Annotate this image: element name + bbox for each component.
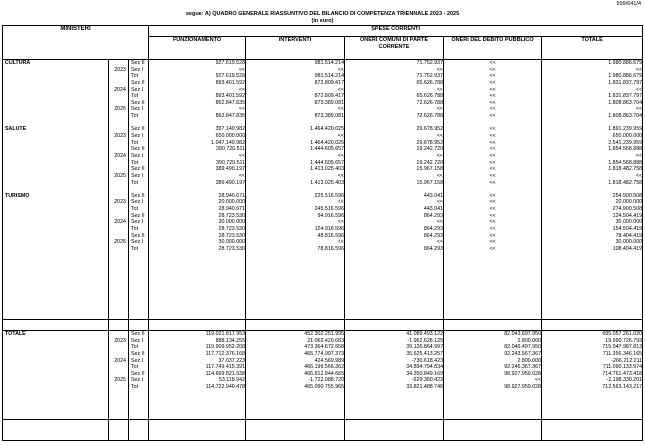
- value-cell: 1.444.605.657: [310, 159, 345, 166]
- totale-header: TOTALE: [542, 37, 643, 60]
- value-cell: 443.041: [423, 206, 444, 213]
- value-cell: <<: [436, 239, 444, 246]
- totale-oneri-comuni-column: [345, 331, 444, 420]
- value-cell: 114.722.940.478: [205, 384, 246, 391]
- value-cell: 21.062.420.683: [307, 337, 345, 344]
- totale-year-column: [109, 331, 129, 420]
- row-label: Tot: [131, 139, 139, 146]
- value-cell: <<: [337, 199, 345, 206]
- value-cell: 2.541.239.959: [608, 139, 643, 146]
- value-cell: 154.504.419: [612, 226, 643, 233]
- value-cell: 124.504.419: [612, 212, 643, 219]
- value-cell: 873.389.081: [314, 113, 345, 120]
- value-cell: 117.749.415.391: [205, 364, 246, 371]
- value-cell: 71.752.937: [416, 73, 444, 80]
- value-cell: 30.000.000: [615, 239, 643, 246]
- value-cell: 65.626.788: [416, 93, 444, 100]
- value-cell: 124.916.596: [314, 226, 345, 233]
- value-cell: <<: [238, 66, 246, 73]
- value-cell: 28.723.530: [218, 232, 246, 239]
- value-cell: 452.302.251.995: [304, 331, 345, 337]
- row-label: Sez II: [131, 60, 145, 66]
- value-cell: 2.800.000: [517, 337, 542, 344]
- value-cell: 1.808.863.704: [608, 113, 643, 120]
- value-cell: <<: [489, 99, 496, 106]
- year-column: [109, 60, 129, 320]
- value-cell: 1.854.568.888: [608, 146, 643, 153]
- value-cell: 390.720.511: [215, 159, 246, 166]
- oneri-comuni-column: [345, 60, 444, 320]
- value-cell: <<: [489, 93, 496, 100]
- totale-block: [3, 331, 643, 420]
- value-cell: 1.444.605.657: [310, 146, 345, 153]
- value-cell: -1.962.628.125: [407, 337, 444, 344]
- value-cell: 1.891.239.959: [608, 126, 643, 133]
- value-cell: 119.909.952.208: [205, 344, 246, 351]
- value-cell: <<: [635, 66, 643, 73]
- value-cell: 39.126.864.997: [406, 344, 444, 351]
- value-cell: 389.490.197: [215, 166, 246, 173]
- value-cell: <<: [337, 239, 345, 246]
- value-cell: <<: [489, 206, 496, 213]
- row-label: Tot: [131, 245, 139, 252]
- value-cell: 864.293: [423, 232, 444, 239]
- value-cell: 390.720.511: [215, 146, 246, 153]
- row-label: Sez I: [131, 106, 144, 113]
- value-cell: 19.242.720: [416, 159, 444, 166]
- value-cell: <<: [489, 79, 496, 86]
- value-cell: 424.569.989: [314, 357, 345, 364]
- value-cell: 41.089.493.122: [406, 331, 444, 337]
- value-cell: 48.816.596: [317, 232, 345, 239]
- year-label: 2025: [114, 172, 126, 179]
- value-cell: <<: [489, 152, 496, 159]
- value-cell: <<: [436, 152, 444, 159]
- row-label: Sez I: [131, 133, 144, 140]
- year-label: 2023: [114, 133, 126, 140]
- value-cell: 1.413.025.403: [310, 179, 345, 186]
- value-cell: <<: [489, 179, 496, 186]
- row-label: Sez II: [131, 79, 145, 86]
- value-cell: <<: [489, 146, 496, 153]
- value-cell: 873.389.081: [314, 99, 345, 106]
- value-cell: 108.404.419: [612, 245, 643, 252]
- value-cell: 92.246.367.367: [504, 364, 542, 371]
- value-cell: <<: [337, 106, 345, 113]
- value-cell: 1.464.420.025: [310, 139, 345, 146]
- value-cell: 473.364.672.658: [304, 344, 345, 351]
- value-cell: 15.967.158: [416, 166, 444, 173]
- value-cell: 92.243.567.367: [504, 350, 542, 357]
- value-cell: 29.678.952: [416, 126, 444, 133]
- value-cell: -730.618.423: [411, 357, 444, 364]
- value-cell: 711.090.133.974: [602, 364, 643, 371]
- value-cell: 714.761.473.418: [602, 370, 643, 377]
- value-cell: 72.626.788: [416, 99, 444, 106]
- value-cell: 712.563.143.217: [602, 384, 643, 391]
- row-label: Sez I: [131, 172, 144, 179]
- totale-label: TOTALE: [5, 331, 26, 337]
- year-label: 2025: [114, 377, 126, 384]
- value-cell: <<: [337, 219, 345, 226]
- row-label: Tot: [131, 179, 139, 186]
- table-caption: [0, 11, 645, 24]
- value-cell: 19.990.726.793: [605, 337, 643, 344]
- value-cell: 715.047.987.813: [602, 344, 643, 351]
- value-cell: <<: [436, 219, 444, 226]
- row-label: Sez II: [131, 350, 145, 357]
- value-cell: <<: [337, 133, 345, 140]
- ministry-name: SALUTE: [5, 126, 27, 133]
- value-cell: 981.514.214: [314, 60, 345, 66]
- value-cell: <<: [489, 106, 496, 113]
- totale-column: [542, 60, 643, 320]
- value-cell: <<: [489, 212, 496, 219]
- value-cell: <<: [337, 86, 345, 93]
- value-cell: 443.041: [423, 192, 444, 199]
- ministeri-header: MINISTERI: [3, 26, 149, 60]
- value-cell: 862.847.835: [215, 99, 246, 106]
- value-cell: 1.980.886.679: [608, 60, 643, 66]
- value-cell: <<: [238, 172, 246, 179]
- value-cell: 1.413.025.403: [310, 166, 345, 173]
- value-cell: 28.723.530: [218, 226, 246, 233]
- value-cell: 98.927.959.028: [504, 370, 542, 377]
- row-label: Sez I: [131, 357, 144, 364]
- value-cell: 981.514.214: [314, 73, 345, 80]
- value-cell: <<: [337, 172, 345, 179]
- value-cell: <<: [436, 86, 444, 93]
- totale-oneri-debito-column: [444, 331, 542, 420]
- value-cell: <<: [635, 106, 643, 113]
- value-cell: 114.669.821.538: [205, 370, 246, 377]
- totale-interventi-column: [246, 331, 345, 420]
- value-cell: 20.000.000: [218, 199, 246, 206]
- ministry-name: CULTURA: [5, 60, 31, 66]
- row-label: Tot: [131, 93, 139, 100]
- year-label: 2025: [114, 106, 126, 113]
- value-cell: 465.774.997.373: [304, 350, 345, 357]
- value-cell: 28.940.671: [218, 192, 246, 199]
- value-cell: 30.000.000: [218, 219, 246, 226]
- value-cell: <<: [436, 172, 444, 179]
- row-label: Tot: [131, 384, 139, 391]
- value-cell: <<: [337, 152, 345, 159]
- value-cell: 254.900.508: [612, 192, 643, 199]
- value-cell: 19.242.720: [416, 146, 444, 153]
- value-cell: 927.619.528: [215, 60, 246, 66]
- value-cell: 53.118.942: [218, 377, 246, 384]
- year-label: 2025: [114, 239, 126, 246]
- row-label: Sez I: [131, 152, 144, 159]
- value-cell: 864.293: [423, 226, 444, 233]
- value-cell: 82.046.497.950: [504, 344, 542, 351]
- ministries-block: [3, 60, 643, 320]
- row-label: Tot: [131, 159, 139, 166]
- row-label: Sez II: [131, 331, 145, 337]
- value-cell: <<: [489, 172, 496, 179]
- row-label: Tot: [131, 206, 139, 213]
- funzionamento-column: [149, 60, 246, 320]
- value-cell: <<: [436, 106, 444, 113]
- value-cell: 872.809.417: [314, 79, 345, 86]
- value-cell: 98.927.959.028: [504, 384, 542, 391]
- value-cell: <<: [337, 66, 345, 73]
- empty-row: [3, 420, 643, 441]
- value-cell: 695.057.261.020: [602, 331, 643, 337]
- row-label: Sez II: [131, 212, 145, 219]
- value-cell: <<: [489, 86, 496, 93]
- year-label: 2024: [114, 357, 126, 364]
- value-cell: 119.021.817.953: [205, 331, 246, 337]
- value-cell: <<: [489, 166, 496, 173]
- row-label: Sez II: [131, 99, 145, 106]
- row-label: Sez II: [131, 126, 145, 133]
- value-cell: <<: [489, 139, 496, 146]
- ministry-name-column: [3, 60, 109, 320]
- value-cell: <<: [489, 226, 496, 233]
- value-cell: 1.980.886.679: [608, 73, 643, 80]
- value-cell: 72.626.788: [416, 113, 444, 120]
- value-cell: 893.401.592: [215, 79, 246, 86]
- value-cell: <<: [635, 152, 643, 159]
- value-cell: 35.625.413.257: [406, 350, 444, 357]
- row-label: Tot: [131, 113, 139, 120]
- caption-title: segue: A) QUADRO GENERALE RIASSUNTIVO DEL BILANCIO DI COMPETENZA TRIENNALE 2023 - 2025: [185, 11, 460, 17]
- value-cell: 65.626.788: [416, 79, 444, 86]
- spese-correnti-header: SPESE CORRENTI: [149, 26, 643, 37]
- row-label: Tot: [131, 226, 139, 233]
- value-cell: <<: [489, 245, 496, 252]
- value-cell: <<: [489, 73, 496, 80]
- value-cell: 94.916.596: [317, 212, 345, 219]
- value-cell: 34.350.849.169: [406, 370, 444, 377]
- year-label: 2023: [114, 199, 126, 206]
- value-cell: 927.619.528: [215, 73, 246, 80]
- value-cell: 650.000.000: [215, 133, 246, 140]
- value-cell: 1.831.837.797: [608, 93, 643, 100]
- value-cell: <<: [489, 232, 496, 239]
- oneri-comuni-header: ONERI COMUNI DI PARTE CORRENTE: [345, 37, 444, 60]
- value-cell: 29.678.952: [416, 139, 444, 146]
- row-label: Sez I: [131, 199, 144, 206]
- value-cell: 466.199.566.362: [304, 364, 345, 371]
- value-cell: 1.808.863.704: [608, 99, 643, 106]
- value-cell: -266.212.211: [611, 357, 643, 364]
- row-label: Sez I: [131, 86, 144, 93]
- value-cell: 117.712.376.168: [205, 350, 246, 357]
- row-label: Tot: [131, 73, 139, 80]
- oneri-debito-header: ONERI DEL DEBITO PUBBLICO: [444, 37, 542, 60]
- row-label: Sez II: [131, 166, 145, 173]
- value-cell: <<: [635, 172, 643, 179]
- value-cell: 28.940.671: [218, 206, 246, 213]
- value-cell: 1.818.482.758: [608, 166, 643, 173]
- year-label: 2023: [114, 66, 126, 73]
- value-cell: 30.000.000: [615, 219, 643, 226]
- value-cell: -2.198.330.201: [606, 377, 643, 384]
- oneri-debito-column: [444, 60, 542, 320]
- value-cell: <<: [238, 152, 246, 159]
- value-cell: 864.293: [423, 212, 444, 219]
- interventi-column: [246, 60, 345, 320]
- year-label: 2024: [114, 86, 126, 93]
- row-label: Sez I: [131, 377, 144, 384]
- value-cell: <<: [436, 66, 444, 73]
- row-label: Tot: [131, 344, 139, 351]
- value-cell: 650.000.000: [612, 133, 643, 140]
- value-cell: <<: [489, 159, 496, 166]
- row-label: Sez II: [131, 192, 145, 199]
- value-cell: <<: [489, 60, 496, 66]
- value-cell: 34.894.794.834: [406, 364, 444, 371]
- year-label: 2023: [114, 337, 126, 344]
- value-cell: 893.401.592: [215, 93, 246, 100]
- value-cell: 465.090.755.965: [304, 384, 345, 391]
- value-cell: 20.000.000: [615, 199, 643, 206]
- row-label: Sez I: [131, 66, 144, 73]
- value-cell: 28.723.530: [218, 212, 246, 219]
- value-cell: 1.854.568.888: [608, 159, 643, 166]
- value-cell: 245.516.596: [314, 206, 345, 213]
- value-cell: <<: [489, 199, 496, 206]
- value-cell: <<: [489, 219, 496, 226]
- value-cell: 78.816.596: [317, 245, 345, 252]
- value-cell: 30.000.000: [218, 239, 246, 246]
- totale-name-column: [3, 331, 109, 420]
- value-cell: 888.134.255: [215, 337, 246, 344]
- value-cell: -1.722.088.720: [308, 377, 345, 384]
- value-cell: 78.404.419: [615, 232, 643, 239]
- value-cell: 28.723.530: [218, 245, 246, 252]
- budget-table: [2, 25, 643, 441]
- value-cell: <<: [489, 126, 496, 133]
- value-cell: <<: [489, 239, 496, 246]
- value-cell: <<: [436, 133, 444, 140]
- value-cell: 37.037.223: [218, 357, 246, 364]
- value-cell: <<: [436, 199, 444, 206]
- value-cell: <<: [489, 133, 496, 140]
- totale-totale-column: [542, 331, 643, 420]
- value-cell: 1.831.837.797: [608, 79, 643, 86]
- row-label: Sez II: [131, 232, 145, 239]
- value-cell: <<: [238, 106, 246, 113]
- value-cell: 711.356.346.165: [602, 350, 643, 357]
- totale-funzionamento-column: [149, 331, 246, 420]
- row-label: Sez I: [131, 337, 144, 344]
- separator-row: [3, 320, 643, 331]
- value-cell: 862.847.835: [215, 113, 246, 120]
- value-cell: -529.360.423: [411, 377, 444, 384]
- funzionamento-header: FUNZIONAMENTO: [149, 37, 246, 60]
- value-cell: 1.047.140.982: [211, 139, 246, 146]
- value-cell: <<: [238, 86, 246, 93]
- value-cell: <<: [489, 113, 496, 120]
- value-cell: 225.516.596: [314, 192, 345, 199]
- value-cell: 33.821.488.746: [406, 384, 444, 391]
- section-label-column: [129, 60, 149, 320]
- value-cell: 1.818.482.758: [608, 179, 643, 186]
- row-label: Sez II: [131, 370, 145, 377]
- value-cell: <<: [534, 377, 542, 384]
- page-number: 999/641/4: [616, 1, 641, 7]
- value-cell: 71.752.937: [416, 60, 444, 66]
- year-label: 2024: [114, 152, 126, 159]
- value-cell: <<: [489, 192, 496, 199]
- row-label: Tot: [131, 364, 139, 371]
- row-label: Sez I: [131, 239, 144, 246]
- value-cell: 15.967.158: [416, 179, 444, 186]
- value-cell: 274.900.508: [612, 206, 643, 213]
- value-cell: 2.800.000: [517, 357, 542, 364]
- value-cell: 466.812.844.665: [304, 370, 345, 377]
- ministry-name: TURISMO: [5, 192, 30, 199]
- value-cell: <<: [635, 86, 643, 93]
- row-label: Sez I: [131, 219, 144, 226]
- value-cell: 397.140.982: [215, 126, 246, 133]
- year-label: 2024: [114, 219, 126, 226]
- caption-unit: (in euro): [311, 17, 334, 24]
- row-label: Sez II: [131, 146, 145, 153]
- value-cell: 1.464.420.025: [310, 126, 345, 133]
- totale-label-column: [129, 331, 149, 420]
- value-cell: 872.809.417: [314, 93, 345, 100]
- value-cell: 82.043.697.950: [504, 331, 542, 337]
- value-cell: <<: [489, 66, 496, 73]
- value-cell: 864.293: [423, 245, 444, 252]
- value-cell: 389.490.197: [215, 179, 246, 186]
- interventi-header: INTERVENTI: [246, 37, 345, 60]
